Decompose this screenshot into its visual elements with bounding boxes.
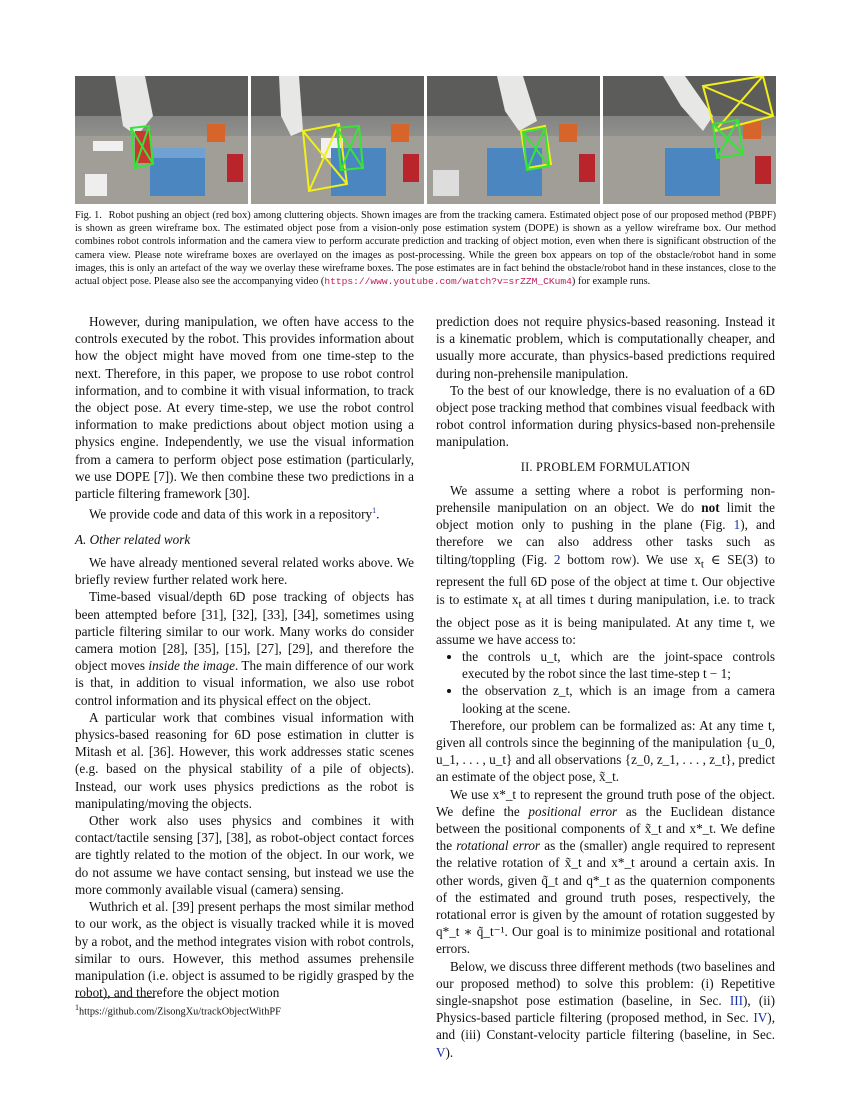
paragraph: Other work also uses physics and combines it with contact/tactile sensing [37], [38], as robot-object contact forces are tightly related to the motion of the object. In our work, we do not assume we have contact sensing, but instead we use the more commonly available visual (camera) sensing. [75,813,414,897]
footnote-divider [75,997,155,998]
caption-text: Robot pushing an object (red box) among cluttering objects. Shown images are from the tracking camera. Estimated object pose of our proposed method (PBPF) is shown as green wireframe box. The estimated object pose from a vision-only pose estimation system (DOPE) is shown as a yellow wireframe box. Our method combines robot controls information and the camera view to perform accurate prediction and tracking of object motion, even when there is significant obstruction of the camera view. Please note wireframe boxes are overlayed on the images as post-processing. While the green box appears on top of the obstacle/robot hand in some images, this is only an artefact of the way we overlay these wireframe boxes. The pose estimates are in fact behind the obstacle/robot hand in these instances, close to the actual object pose. Please also see the accompanying video ( [75,210,777,288]
footnote-ref[interactable]: 1 [372,506,377,516]
caption-label: Fig. 1. [75,210,102,221]
paragraph: Therefore, our problem can be formalized as: At any time t, given all controls since the beginning of the manipulation {u_0, u_1, . . . , u_t} and all observations {z_0, z_1, . . . , z_t}, predict an estimate of the object pose, x̃_t. [436,717,775,785]
footnote-url[interactable]: https://github.com/ZisongXu/trackObjectWithPF [79,1006,281,1018]
paragraph: Below, we discuss three different methods (two baselines and our proposed method) to solve this problem: (i) Repetitive single-snapshot pose estimation (baseline, in Sec. III), (ii) Physics-based particle filtering (proposed method, in Sec. IV), and (iii) Constant-velocity particle filtering (baseline, in Sec. V). [436,958,775,1060]
paragraph: Wuthrich et al. [39] present perhaps the most similar method to our work, as the object is visually tracked while it is moved by a robot, and the method integrates vision with robot controls, similar to ours. However, this method assumes prehensile manipulation (i.e. object is assumed to be rigidly grasped by the robot), and therefore the object motion [75,899,414,1001]
figure-panel-2 [251,76,424,204]
figure-panel-4 [603,76,776,204]
paragraph: A particular work that combines visual information with physics-based reasoning for 6D pose estimation in clutter is Mitash et al. [36]. However, this work addresses static scenes (e.g. based on the physical stability of a pile of objects). Instead, our work uses physics predictions as the robot is manipulating/moving the objects. [75,709,414,811]
right-column [436,313,775,1061]
paragraph: However, during manipulation, we often have access to the controls executed by the robot. This provides information about how the object might have moved from one time-step to the next. Therefore, in this paper, we propose to use robot control information, and to combine it with visual information, to track the object pose. At every time-step, we use the robot control information to make predictions about object motion using a physics engine. Independently, we use the visual information from a camera to perform object pose estimation (particularly, we use DOPE [7]). We then combine these two predictions in a particle filtering framework [30]. [75,314,414,502]
figure-panel-1 [75,76,248,204]
left-column [75,313,414,1001]
caption-video-link[interactable]: https://www.youtube.com/watch?v=srZZM_CKum4 [324,276,572,288]
fig-ref[interactable]: 1 [733,517,741,533]
list-item: • the observation z_t, which is an image from a camera looking at the scene. [462,682,775,716]
section-ref[interactable]: III [729,993,743,1008]
assumption-list [436,648,775,717]
paragraph: prediction does not require physics-based reasoning. Instead it is a kinematic problem, which is computationally cheaper, and usually more accurate, than physics-based predictions required during non-prehensile manipulation. [436,314,775,381]
paragraph: We provide code and data of this work in a repository$^1$. [89,506,380,522]
paragraph: We use x*_t to represent the ground truth pose of the object. We define the positional error as the Euclidean distance between the positional components of x̃_t and x*_t. We define the rotational error as the (smaller) angle required to represent the relative rotation of x̃_t and x*_t around a certain axis. In other words, given q̃_t and q*_t as the quaternion components of the estimated and ground truth poses, respectively, the rotational error is given by the amount of rotation suggested by q*_t ∗ q̃_t⁻¹. Our goal is to minimize positional and rotational errors. [436,786,775,957]
subsection-heading: A. Other related work [75,531,191,547]
list-item: • the controls u_t, which are the joint-space controls executed by the robot since the last time-step t − 1; [462,648,775,682]
figure-panel-3 [427,76,600,204]
figure-caption [75,209,776,288]
paragraph: We assume a setting where a robot is performing non-prehensile manipulation on an object. We do not limit the object motion only to pushing in the plane (Fig. 1), and therefore we can also address other tasks such as tilting/toppling (Fig. 2 bottom row). We use $x_t$ ∈ SE(3) to represent the full 6D pose of the object at time t. Our objective is to estimate $x_t$ at all times t during manipulation, i.e. to track the object pose as it is being manipulated. At any time t, we assume we have access to: [436,482,776,647]
footnote [75,1003,281,1017]
paragraph: We have already mentioned several related works above. We briefly review further related work here. [75,555,414,588]
footnote-mark: 1 [75,1003,79,1012]
figure-1 [75,76,776,204]
fig-ref[interactable]: 2 [553,551,561,567]
section-ref[interactable]: V [436,1044,446,1060]
section-ref[interactable]: IV [753,1010,768,1026]
paragraph: Time-based visual/depth 6D pose tracking of objects has been attempted before [31], [32], [33], [34], sometimes using particle filtering similar to our work. Many works do consider camera motion [28], [35], [15], [27], [29], and therefore the object moves inside the image. The main difference of our work is that, in addition to visual information, we also use robot control information and its physical effect on the object. [75,589,415,708]
caption-tail: ) for example runs. [571,276,651,288]
section-heading: II. PROBLEM FORMULATION [520,459,691,474]
paragraph: To the best of our knowledge, there is no evaluation of a 6D object pose tracking method that combines visual feedback with robot control information during physics-based non-prehensile manipulation. [436,382,775,450]
